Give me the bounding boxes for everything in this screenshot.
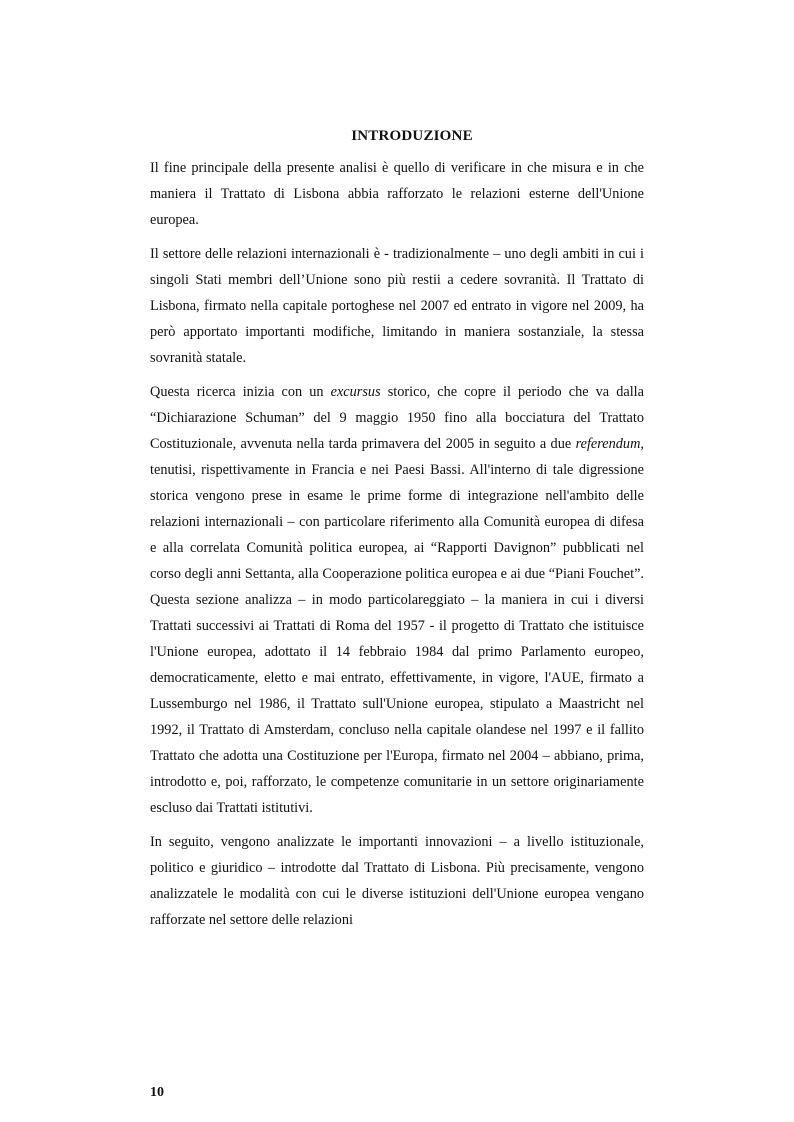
paragraph-2 bbox=[150, 241, 644, 371]
page-title: INTRODUZIONE bbox=[351, 128, 473, 144]
paragraph-3-text-b: storico, che copre il periodo che va dalla “Dichiarazione Schuman” del 9 maggio 1950 fino alla bocciatura del Trattato Costituzionale, avvenuta nella tarda primavera del 2005 in seguito a due bbox=[150, 384, 644, 452]
paragraph-1 bbox=[150, 155, 644, 233]
page-number: 10 bbox=[150, 1085, 164, 1100]
paragraph-4-text: In seguito, vengono analizzate le importanti innovazioni – a livello istituzionale, politico e giuridico – introdotte dal Trattato di Lisbona. Più precisamente, vengono analizzatele le modalità con cui le diverse istituzioni dell'Unione europea vengano rafforzate nel settore delle relazioni bbox=[150, 834, 644, 928]
paragraph-3-italic-excursus: excursus bbox=[330, 384, 381, 400]
paragraph-3-italic-referendum: referendum bbox=[575, 436, 641, 452]
paragraph-4 bbox=[150, 829, 644, 933]
paragraph-3-text-a: Questa ricerca inizia con un bbox=[150, 384, 331, 400]
document-page bbox=[150, 128, 644, 941]
paragraph-3 bbox=[150, 379, 644, 821]
paragraph-3-text-c: , tenutisi, rispettivamente in Francia e nei Paesi Bassi. All'interno di tale digressione storica vengono prese in esame le prime forme di integrazione nell'ambito delle relazioni internazionali – con particolare riferimento alla Comunità europea di difesa e alla correlata Comunità politica europea, ai “Rapporti Davignon” pubblicati nel corso degli anni Settanta, alla Cooperazione politica europea e ai due “Piani Fouchet”. Questa sezione analizza – in modo particolareggiato – la maniera in cui i diversi Trattati successivi ai Trattati di Roma del 1957 - il progetto di Trattato che istituisce l'Unione europea, adottato il 14 febbraio 1984 dal primo Parlamento europeo, democraticamente, eletto e mai entrato, effettivamente, in vigore, l'AUE, firmato a Lussemburgo nel 1986, il Trattato sull'Unione europea, stipulato a Maastricht nel 1992, il Trattato di Amsterdam, concluso nella capitale olandese nel 1997 e il fallito Trattato che adotta una Costituzione per l'Europa, firmato nel 2004 – abbiano, prima, introdotto e, poi, rafforzato, le competenze comunitarie in un settore originariamente escluso dai Trattati istitutivi. bbox=[150, 436, 644, 816]
paragraph-2-text: Il settore delle relazioni internazionali è - tradizionalmente – uno degli ambiti in cui i singoli Stati membri dell’Unione sono più restii a cedere sovranità. Il Trattato di Lisbona, firmato nella capitale portoghese nel 2007 ed entrato in vigore nel 2009, ha però apportato importanti modifiche, limitando in maniera sostanziale, la stessa sovranità statale. bbox=[150, 246, 644, 366]
paragraph-1-text: Il fine principale della presente analisi è quello di verificare in che misura e in che maniera il Trattato di Lisbona abbia rafforzato le relazioni esterne dell'Unione europea. bbox=[150, 160, 644, 228]
